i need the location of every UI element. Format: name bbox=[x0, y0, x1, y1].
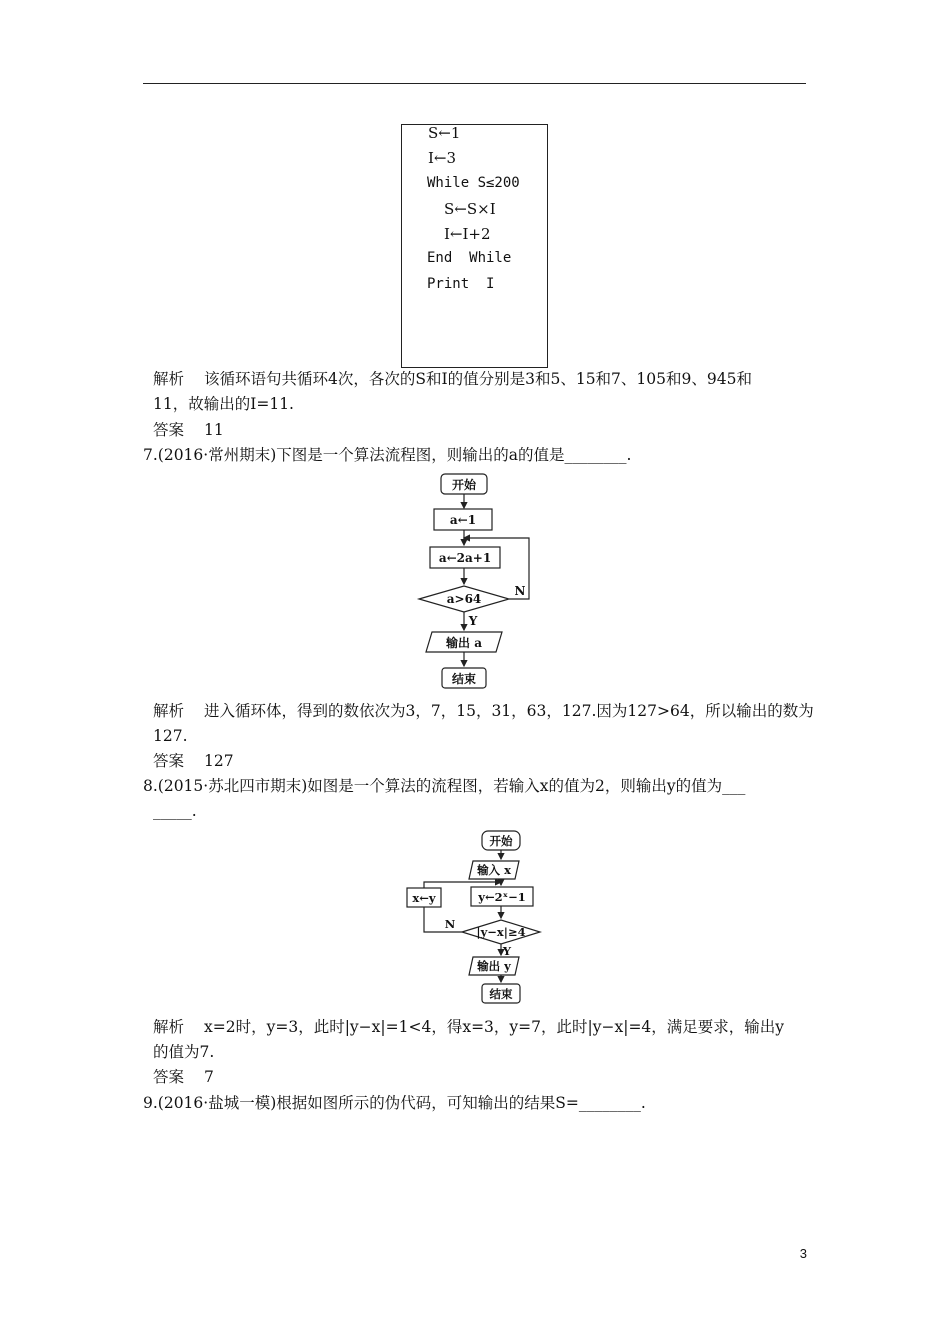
q7-end-label: 结束 bbox=[451, 672, 477, 686]
q8-question-line1: 8.(2015·苏北四市期末)如图是一个算法的流程图，若输入x的值为2，则输出y的值为___ bbox=[143, 777, 746, 795]
q8-assign-label: y←2ˣ−1 bbox=[478, 890, 526, 904]
q6-answer-label: 答案 bbox=[153, 421, 185, 439]
q8-answer: 7 bbox=[204, 1068, 214, 1086]
q6-analysis-label: 解析 bbox=[153, 370, 185, 388]
q8-no-label: N bbox=[444, 917, 456, 931]
code-line-2: I←3 bbox=[428, 149, 457, 167]
page-number: 3 bbox=[799, 1246, 807, 1261]
q7-output-label: 输出 a bbox=[446, 636, 482, 650]
code-line-3: While S≤200 bbox=[427, 175, 520, 191]
q6-analysis-line1: 该循环语句共循环4次，各次的S和I的值分别是3和5、15和7、105和9、945和 bbox=[204, 370, 752, 388]
q8-start-label: 开始 bbox=[489, 834, 513, 848]
q7-question: 7.(2016·常州期末)下图是一个算法流程图，则输出的a的值是________. bbox=[143, 446, 632, 464]
q8-answer-label: 答案 bbox=[153, 1068, 185, 1086]
q7-answer: 127 bbox=[204, 752, 234, 770]
q9-question: 9.(2016·盐城一模)根据如图所示的伪代码，可知输出的结果S=________. bbox=[143, 1094, 646, 1112]
q8-yes-label: Y bbox=[502, 944, 512, 958]
q6-analysis-line2: 11，故输出的I=11. bbox=[153, 395, 294, 413]
code-line-4: S←S×I bbox=[444, 200, 496, 218]
code-line-1: S←1 bbox=[428, 124, 461, 142]
q7-init-label: a←1 bbox=[449, 513, 477, 527]
q8-analysis-line2: 的值为7. bbox=[153, 1043, 215, 1061]
q7-cond-label: a>64 bbox=[446, 592, 482, 606]
q8-output-label: 输出 y bbox=[477, 959, 511, 973]
q8-end-label: 结束 bbox=[489, 987, 513, 1001]
q8-input-label: 输入 x bbox=[477, 863, 511, 877]
q7-analysis-line1: 进入循环体，得到的数依次为3，7，15，31，63，127.因为127>64，所以输出的数为 bbox=[204, 702, 814, 720]
q7-answer-label: 答案 bbox=[153, 752, 185, 770]
q8-cond-label: |y−x|≥4 bbox=[476, 925, 526, 939]
q8-analysis-line1: x=2时，y=3，此时|y−x|=1<4，得x=3，y=7，此时|y−x|=4，满足要求，输出y bbox=[204, 1018, 785, 1036]
code-line-5: I←I+2 bbox=[444, 225, 491, 243]
q8-analysis-label: 解析 bbox=[153, 1018, 185, 1036]
q7-analysis-label: 解析 bbox=[153, 702, 185, 720]
q7-no-label: N bbox=[514, 584, 526, 598]
q7-yes-label: Y bbox=[468, 614, 478, 628]
q8-update-label: x←y bbox=[412, 891, 436, 905]
q7-step-label: a←2a+1 bbox=[438, 551, 492, 565]
q8-flowchart bbox=[407, 831, 540, 1003]
q6-answer: 11 bbox=[204, 421, 224, 439]
code-line-7: Print I bbox=[427, 276, 495, 292]
code-line-6: End While bbox=[427, 250, 512, 266]
q8-question-line2: _____. bbox=[153, 802, 197, 820]
q7-analysis-line2: 127. bbox=[153, 727, 188, 745]
q7-start-label: 开始 bbox=[451, 478, 477, 492]
